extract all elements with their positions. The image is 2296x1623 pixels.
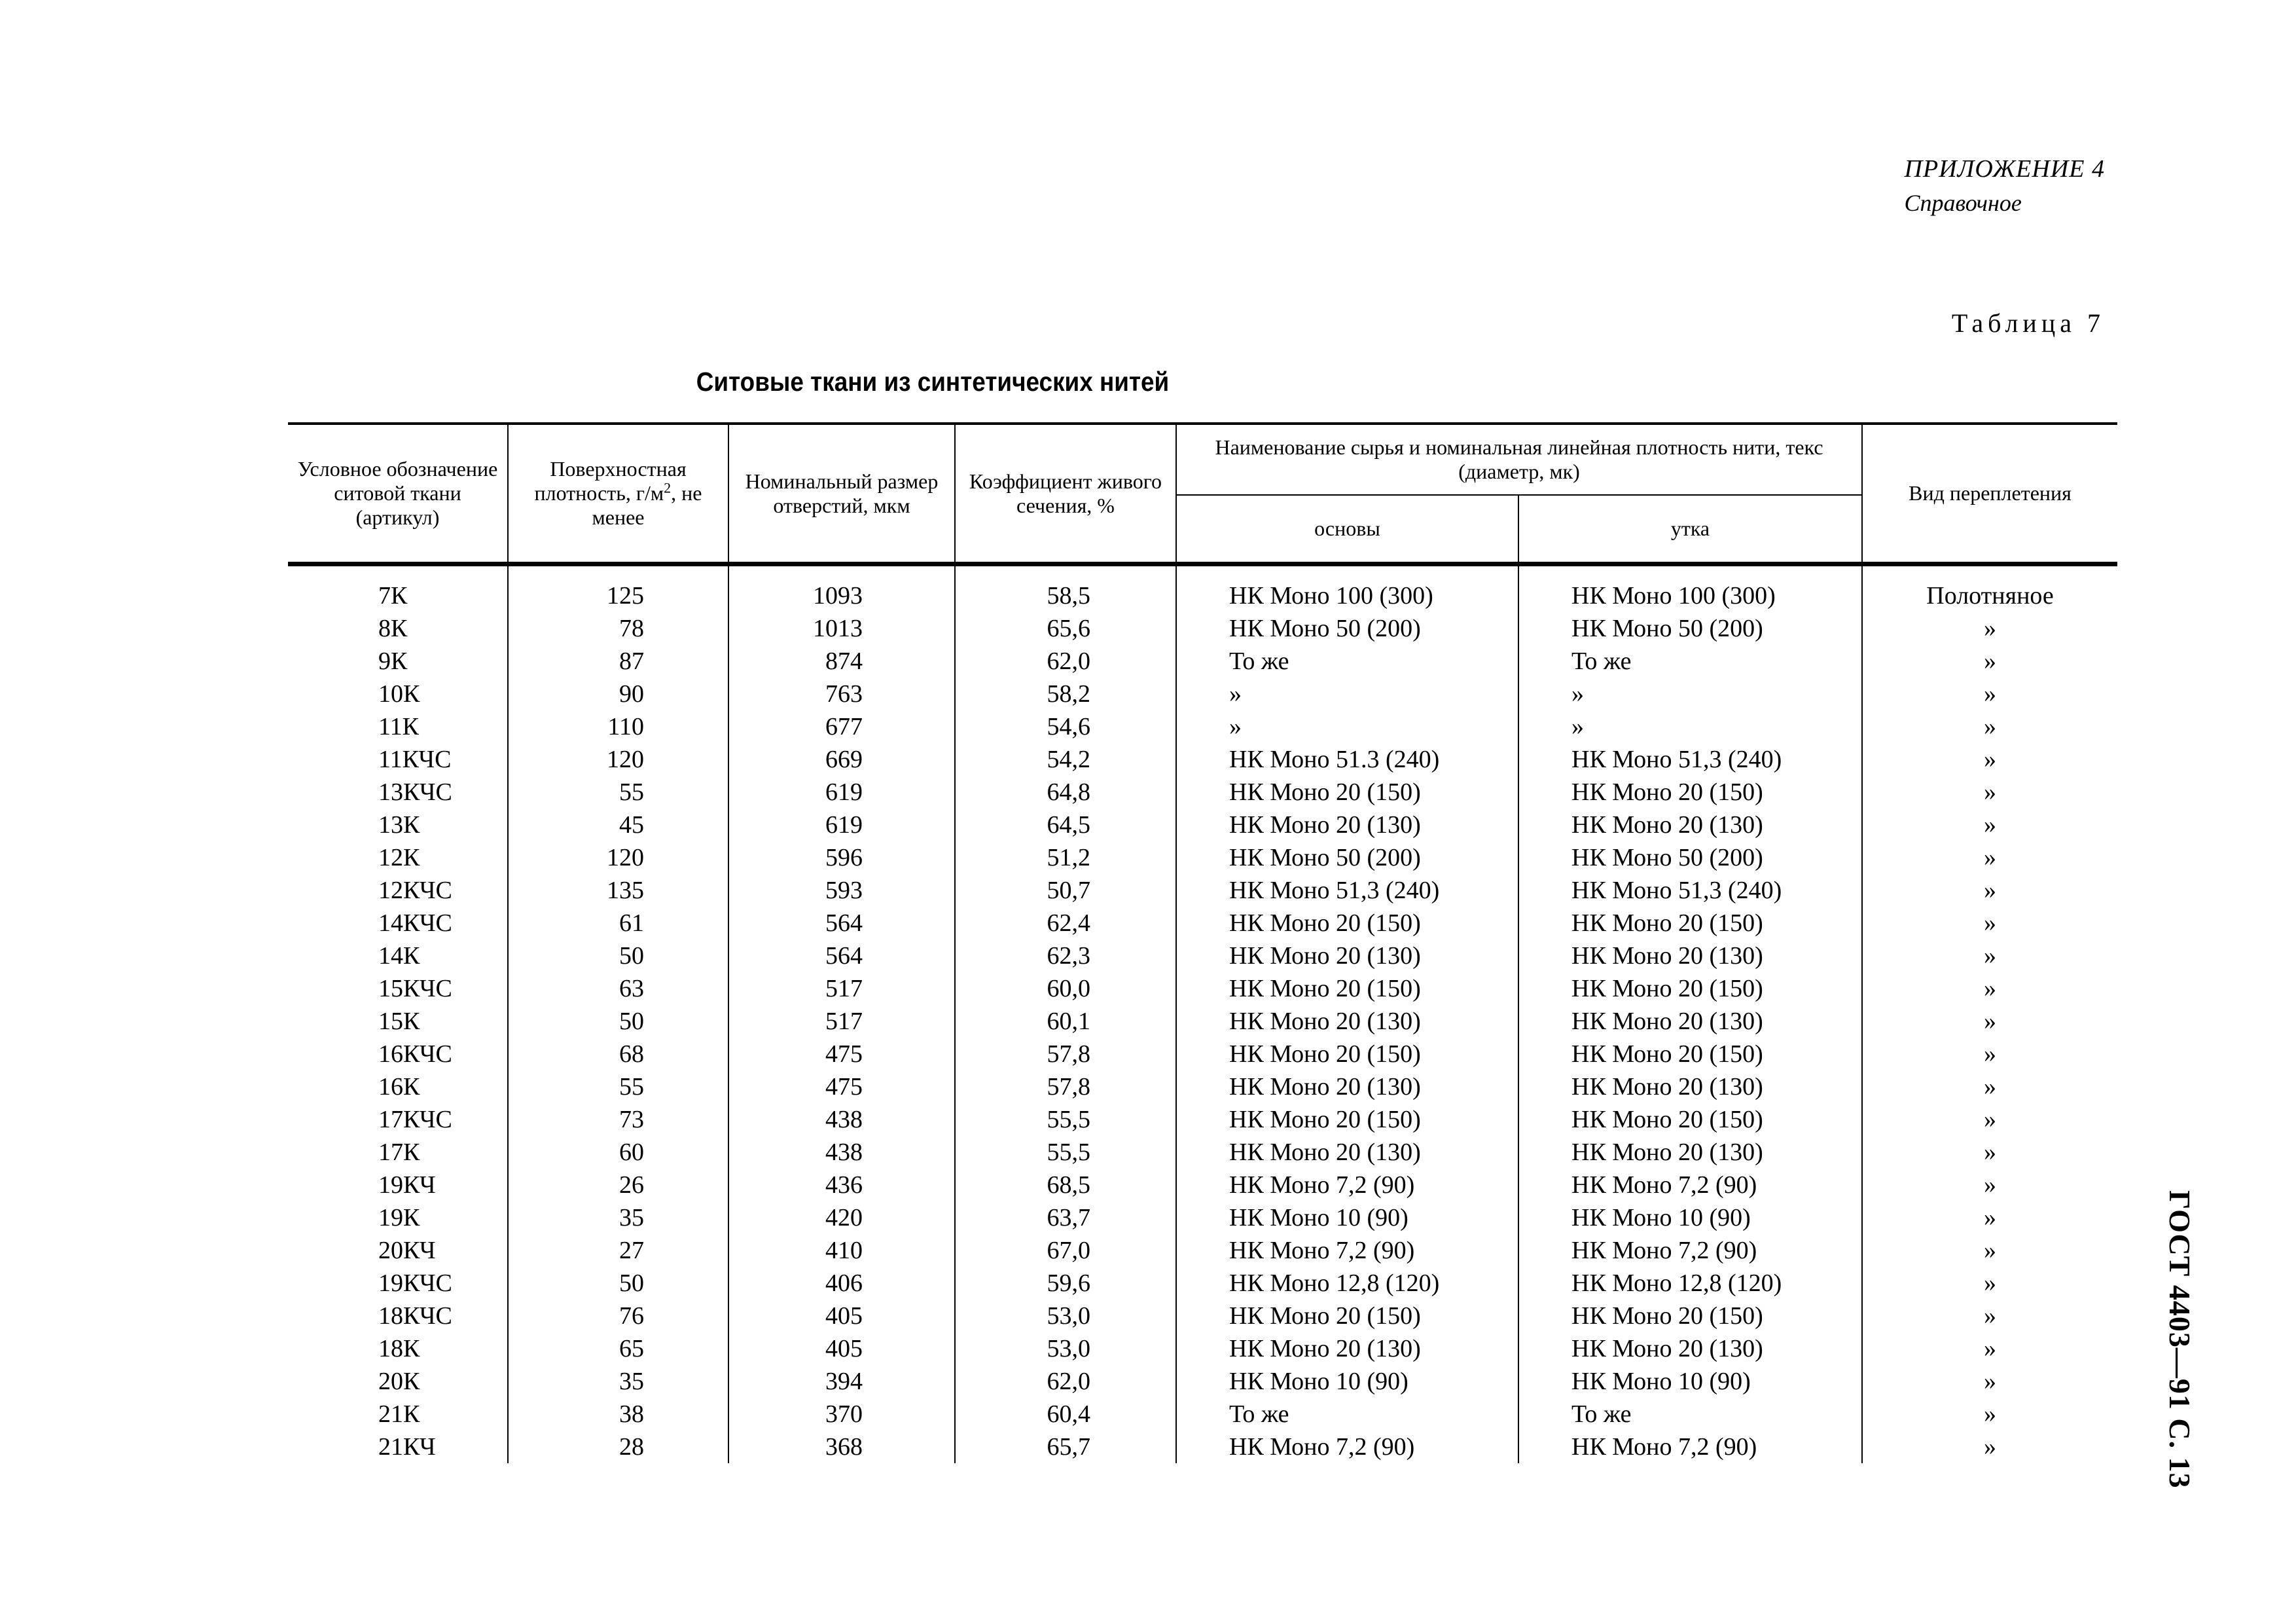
cell-density: 60 — [508, 1136, 728, 1169]
cell-hole-size: 410 — [728, 1234, 955, 1267]
appendix-title: ПРИЛОЖЕНИЕ 4 — [1904, 155, 2105, 183]
cell-density: 50 — [508, 1005, 728, 1038]
cell-weave: » — [1862, 1169, 2117, 1201]
cell-weave: » — [1862, 874, 2117, 907]
cell-designation: 21К — [288, 1398, 508, 1431]
table-body — [288, 564, 2117, 1464]
cell-coefficient: 54,6 — [955, 710, 1176, 743]
cell-weave: » — [1862, 1136, 2117, 1169]
cell-coefficient: 57,8 — [955, 1038, 1176, 1070]
table-number: Таблица 7 — [1951, 308, 2105, 338]
cell-designation: 13К — [288, 809, 508, 841]
cell-weft: НК Моно 20 (130) — [1518, 1332, 1862, 1365]
cell-hole-size: 677 — [728, 710, 955, 743]
cell-warp: НК Моно 51,3 (240) — [1176, 874, 1518, 907]
cell-density: 45 — [508, 809, 728, 841]
cell-weft: НК Моно 20 (130) — [1518, 1070, 1862, 1103]
cell-density: 35 — [508, 1365, 728, 1398]
cell-hole-size: 619 — [728, 809, 955, 841]
cell-coefficient: 62,3 — [955, 939, 1176, 972]
cell-designation: 11КЧС — [288, 743, 508, 776]
table-row — [288, 1169, 2117, 1201]
document-code-side-label: ГОСТ 4403—91 С. 13 — [2163, 1190, 2197, 1489]
cell-warp: НК Моно 20 (130) — [1176, 1136, 1518, 1169]
cell-warp: НК Моно 50 (200) — [1176, 841, 1518, 874]
cell-weft: НК Моно 20 (150) — [1518, 972, 1862, 1005]
cell-warp: НК Моно 20 (150) — [1176, 907, 1518, 939]
cell-density: 26 — [508, 1169, 728, 1201]
cell-coefficient: 67,0 — [955, 1234, 1176, 1267]
cell-coefficient: 68,5 — [955, 1169, 1176, 1201]
cell-designation: 13КЧС — [288, 776, 508, 809]
header-density — [508, 424, 728, 564]
cell-density: 120 — [508, 841, 728, 874]
cell-weave: » — [1862, 972, 2117, 1005]
cell-density: 125 — [508, 564, 728, 613]
cell-coefficient: 60,4 — [955, 1398, 1176, 1431]
cell-weft: НК Моно 20 (150) — [1518, 1300, 1862, 1332]
cell-weave: » — [1862, 1332, 2117, 1365]
cell-coefficient: 62,0 — [955, 645, 1176, 678]
cell-designation: 10К — [288, 678, 508, 710]
cell-weave: » — [1862, 841, 2117, 874]
cell-density: 76 — [508, 1300, 728, 1332]
table-row — [288, 1365, 2117, 1398]
cell-hole-size: 436 — [728, 1169, 955, 1201]
table-row — [288, 841, 2117, 874]
cell-designation: 19КЧ — [288, 1169, 508, 1201]
cell-weave: » — [1862, 1300, 2117, 1332]
table-row — [288, 907, 2117, 939]
table-row — [288, 1201, 2117, 1234]
cell-designation: 19КЧС — [288, 1267, 508, 1300]
cell-designation: 14КЧС — [288, 907, 508, 939]
cell-hole-size: 438 — [728, 1103, 955, 1136]
cell-warp: НК Моно 20 (130) — [1176, 809, 1518, 841]
table-row — [288, 1038, 2117, 1070]
cell-coefficient: 51,2 — [955, 841, 1176, 874]
cell-weft: То же — [1518, 1398, 1862, 1431]
cell-warp: НК Моно 7,2 (90) — [1176, 1169, 1518, 1201]
cell-designation: 20К — [288, 1365, 508, 1398]
cell-weft: НК Моно 50 (200) — [1518, 612, 1862, 645]
cell-designation: 12К — [288, 841, 508, 874]
cell-weft: НК Моно 20 (130) — [1518, 939, 1862, 972]
cell-coefficient: 60,0 — [955, 972, 1176, 1005]
cell-weft: » — [1518, 710, 1862, 743]
cell-hole-size: 475 — [728, 1038, 955, 1070]
cell-density: 87 — [508, 645, 728, 678]
cell-weft: НК Моно 12,8 (120) — [1518, 1267, 1862, 1300]
cell-weft: НК Моно 100 (300) — [1518, 564, 1862, 613]
table-row — [288, 1431, 2117, 1463]
cell-weft: НК Моно 10 (90) — [1518, 1365, 1862, 1398]
cell-coefficient: 65,7 — [955, 1431, 1176, 1463]
cell-designation: 14К — [288, 939, 508, 972]
cell-hole-size: 368 — [728, 1431, 955, 1463]
table-row — [288, 645, 2117, 678]
cell-coefficient: 54,2 — [955, 743, 1176, 776]
header-density-tail: , не менее — [592, 481, 702, 529]
cell-warp: НК Моно 10 (90) — [1176, 1365, 1518, 1398]
cell-hole-size: 475 — [728, 1070, 955, 1103]
cell-weft: НК Моно 20 (150) — [1518, 1038, 1862, 1070]
table-row — [288, 1267, 2117, 1300]
cell-density: 50 — [508, 939, 728, 972]
cell-coefficient: 63,7 — [955, 1201, 1176, 1234]
cell-density: 27 — [508, 1234, 728, 1267]
cell-weft: То же — [1518, 645, 1862, 678]
cell-weft: НК Моно 7,2 (90) — [1518, 1234, 1862, 1267]
cell-warp: То же — [1176, 1398, 1518, 1431]
table-row — [288, 939, 2117, 972]
cell-hole-size: 438 — [728, 1136, 955, 1169]
cell-designation: 15КЧС — [288, 972, 508, 1005]
cell-designation: 7К — [288, 564, 508, 613]
header-designation: Условное обозначение ситовой ткани (артикул) — [288, 424, 508, 564]
cell-designation: 8К — [288, 612, 508, 645]
cell-coefficient: 64,5 — [955, 809, 1176, 841]
cell-weave: » — [1862, 710, 2117, 743]
cell-weft: НК Моно 7,2 (90) — [1518, 1431, 1862, 1463]
cell-warp: НК Моно 12,8 (120) — [1176, 1267, 1518, 1300]
table-header — [288, 424, 2117, 564]
cell-designation: 20КЧ — [288, 1234, 508, 1267]
cell-warp: НК Моно 20 (150) — [1176, 776, 1518, 809]
table-row — [288, 1070, 2117, 1103]
cell-coefficient: 55,5 — [955, 1136, 1176, 1169]
appendix-heading — [1905, 152, 2105, 220]
cell-weave: » — [1862, 1234, 2117, 1267]
cell-warp: НК Моно 20 (130) — [1176, 939, 1518, 972]
cell-warp: НК Моно 7,2 (90) — [1176, 1234, 1518, 1267]
cell-coefficient: 55,5 — [955, 1103, 1176, 1136]
cell-density: 73 — [508, 1103, 728, 1136]
cell-warp: НК Моно 20 (130) — [1176, 1070, 1518, 1103]
cell-density: 68 — [508, 1038, 728, 1070]
table-row — [288, 1005, 2117, 1038]
cell-designation: 17К — [288, 1136, 508, 1169]
table-row — [288, 809, 2117, 841]
table-row — [288, 1332, 2117, 1365]
cell-coefficient: 58,2 — [955, 678, 1176, 710]
cell-hole-size: 406 — [728, 1267, 955, 1300]
cell-coefficient: 65,6 — [955, 612, 1176, 645]
appendix-note: Справочное — [1904, 190, 2022, 216]
cell-hole-size: 1013 — [728, 612, 955, 645]
header-coefficient: Коэффициент живого сечения, % — [955, 424, 1176, 564]
cell-coefficient: 64,8 — [955, 776, 1176, 809]
table-row — [288, 1103, 2117, 1136]
cell-warp: » — [1176, 678, 1518, 710]
header-weave: Вид переплетения — [1862, 424, 2117, 564]
cell-weft: НК Моно 20 (150) — [1518, 907, 1862, 939]
cell-weave: » — [1862, 939, 2117, 972]
cell-density: 55 — [508, 1070, 728, 1103]
header-density-text: Поверхностная плотность, г/м — [534, 457, 687, 505]
cell-coefficient: 58,5 — [955, 564, 1176, 613]
table-title: Ситовые ткани из синтетических нитей — [696, 367, 1170, 397]
cell-hole-size: 405 — [728, 1332, 955, 1365]
cell-warp: НК Моно 20 (130) — [1176, 1005, 1518, 1038]
cell-weft: НК Моно 20 (150) — [1518, 776, 1862, 809]
cell-weave: » — [1862, 1267, 2117, 1300]
cell-density: 38 — [508, 1398, 728, 1431]
header-weft: утка — [1518, 495, 1862, 564]
header-hole-size: Номинальный размер отверстий, мкм — [728, 424, 955, 564]
table-row — [288, 972, 2117, 1005]
table-row — [288, 743, 2117, 776]
cell-weave: » — [1862, 612, 2117, 645]
header-warp: основы — [1176, 495, 1518, 564]
cell-coefficient: 62,0 — [955, 1365, 1176, 1398]
cell-density: 63 — [508, 972, 728, 1005]
cell-warp: НК Моно 20 (150) — [1176, 1103, 1518, 1136]
cell-weft: НК Моно 20 (130) — [1518, 1136, 1862, 1169]
cell-weave: » — [1862, 1038, 2117, 1070]
cell-designation: 12КЧС — [288, 874, 508, 907]
cell-weave: » — [1862, 1201, 2117, 1234]
cell-weave: » — [1862, 1005, 2117, 1038]
cell-hole-size: 405 — [728, 1300, 955, 1332]
cell-hole-size: 564 — [728, 907, 955, 939]
cell-hole-size: 517 — [728, 972, 955, 1005]
cell-designation: 18КЧС — [288, 1300, 508, 1332]
cell-designation: 9К — [288, 645, 508, 678]
table-row — [288, 1234, 2117, 1267]
table-row — [288, 612, 2117, 645]
table-row — [288, 678, 2117, 710]
cell-weave: » — [1862, 1365, 2117, 1398]
cell-warp: НК Моно 10 (90) — [1176, 1201, 1518, 1234]
cell-weft: НК Моно 20 (130) — [1518, 1005, 1862, 1038]
table-row — [288, 776, 2117, 809]
cell-coefficient: 50,7 — [955, 874, 1176, 907]
cell-hole-size: 517 — [728, 1005, 955, 1038]
cell-warp: НК Моно 51.3 (240) — [1176, 743, 1518, 776]
cell-hole-size: 564 — [728, 939, 955, 972]
table-row — [288, 874, 2117, 907]
cell-density: 120 — [508, 743, 728, 776]
cell-weave: » — [1862, 1103, 2117, 1136]
cell-warp: НК Моно 20 (150) — [1176, 1038, 1518, 1070]
cell-weft: НК Моно 20 (150) — [1518, 1103, 1862, 1136]
cell-hole-size: 874 — [728, 645, 955, 678]
cell-weave: » — [1862, 743, 2117, 776]
cell-warp: НК Моно 20 (130) — [1176, 1332, 1518, 1365]
cell-warp: НК Моно 20 (150) — [1176, 1300, 1518, 1332]
cell-hole-size: 593 — [728, 874, 955, 907]
cell-hole-size: 596 — [728, 841, 955, 874]
cell-weft: НК Моно 51,3 (240) — [1518, 874, 1862, 907]
cell-coefficient: 59,6 — [955, 1267, 1176, 1300]
cell-hole-size: 394 — [728, 1365, 955, 1398]
cell-weave: » — [1862, 1398, 2117, 1431]
cell-weft: » — [1518, 678, 1862, 710]
cell-density: 35 — [508, 1201, 728, 1234]
cell-density: 61 — [508, 907, 728, 939]
cell-weave: » — [1862, 645, 2117, 678]
cell-designation: 11К — [288, 710, 508, 743]
cell-hole-size: 370 — [728, 1398, 955, 1431]
table-row — [288, 1398, 2117, 1431]
cell-designation: 19К — [288, 1201, 508, 1234]
cell-weave: » — [1862, 907, 2117, 939]
cell-coefficient: 53,0 — [955, 1332, 1176, 1365]
cell-hole-size: 669 — [728, 743, 955, 776]
cell-weft: НК Моно 10 (90) — [1518, 1201, 1862, 1234]
cell-weave: » — [1862, 678, 2117, 710]
cell-density: 110 — [508, 710, 728, 743]
table-row — [288, 564, 2117, 613]
cell-warp: НК Моно 100 (300) — [1176, 564, 1518, 613]
cell-density: 50 — [508, 1267, 728, 1300]
cell-warp: » — [1176, 710, 1518, 743]
cell-designation: 17КЧС — [288, 1103, 508, 1136]
cell-density: 55 — [508, 776, 728, 809]
cell-weave: » — [1862, 809, 2117, 841]
cell-warp: НК Моно 7,2 (90) — [1176, 1431, 1518, 1463]
header-density-sup: 2 — [664, 479, 672, 496]
cell-weave: Полотняное — [1862, 564, 2117, 613]
cell-weft: НК Моно 50 (200) — [1518, 841, 1862, 874]
table-row — [288, 1300, 2117, 1332]
cell-weave: » — [1862, 776, 2117, 809]
cell-coefficient: 60,1 — [955, 1005, 1176, 1038]
table-row — [288, 710, 2117, 743]
cell-designation: 18К — [288, 1332, 508, 1365]
cell-coefficient: 53,0 — [955, 1300, 1176, 1332]
cell-designation: 21КЧ — [288, 1431, 508, 1463]
cell-density: 28 — [508, 1431, 728, 1463]
cell-designation: 16К — [288, 1070, 508, 1103]
cell-density: 90 — [508, 678, 728, 710]
cell-designation: 16КЧС — [288, 1038, 508, 1070]
fabric-table — [288, 422, 2117, 1463]
table-row — [288, 1136, 2117, 1169]
cell-weave: » — [1862, 1431, 2117, 1463]
cell-warp: НК Моно 20 (150) — [1176, 972, 1518, 1005]
cell-warp: То же — [1176, 645, 1518, 678]
cell-designation: 15К — [288, 1005, 508, 1038]
cell-weft: НК Моно 51,3 (240) — [1518, 743, 1862, 776]
cell-hole-size: 420 — [728, 1201, 955, 1234]
cell-density: 78 — [508, 612, 728, 645]
cell-density: 65 — [508, 1332, 728, 1365]
cell-hole-size: 619 — [728, 776, 955, 809]
cell-density: 135 — [508, 874, 728, 907]
cell-weft: НК Моно 7,2 (90) — [1518, 1169, 1862, 1201]
cell-coefficient: 62,4 — [955, 907, 1176, 939]
cell-weft: НК Моно 20 (130) — [1518, 809, 1862, 841]
cell-hole-size: 763 — [728, 678, 955, 710]
cell-hole-size: 1093 — [728, 564, 955, 613]
cell-coefficient: 57,8 — [955, 1070, 1176, 1103]
header-material: Наименование сырья и номинальная линейная плотность нити, текс (диаметр, мк) — [1176, 424, 1862, 495]
cell-warp: НК Моно 50 (200) — [1176, 612, 1518, 645]
cell-weave: » — [1862, 1070, 2117, 1103]
